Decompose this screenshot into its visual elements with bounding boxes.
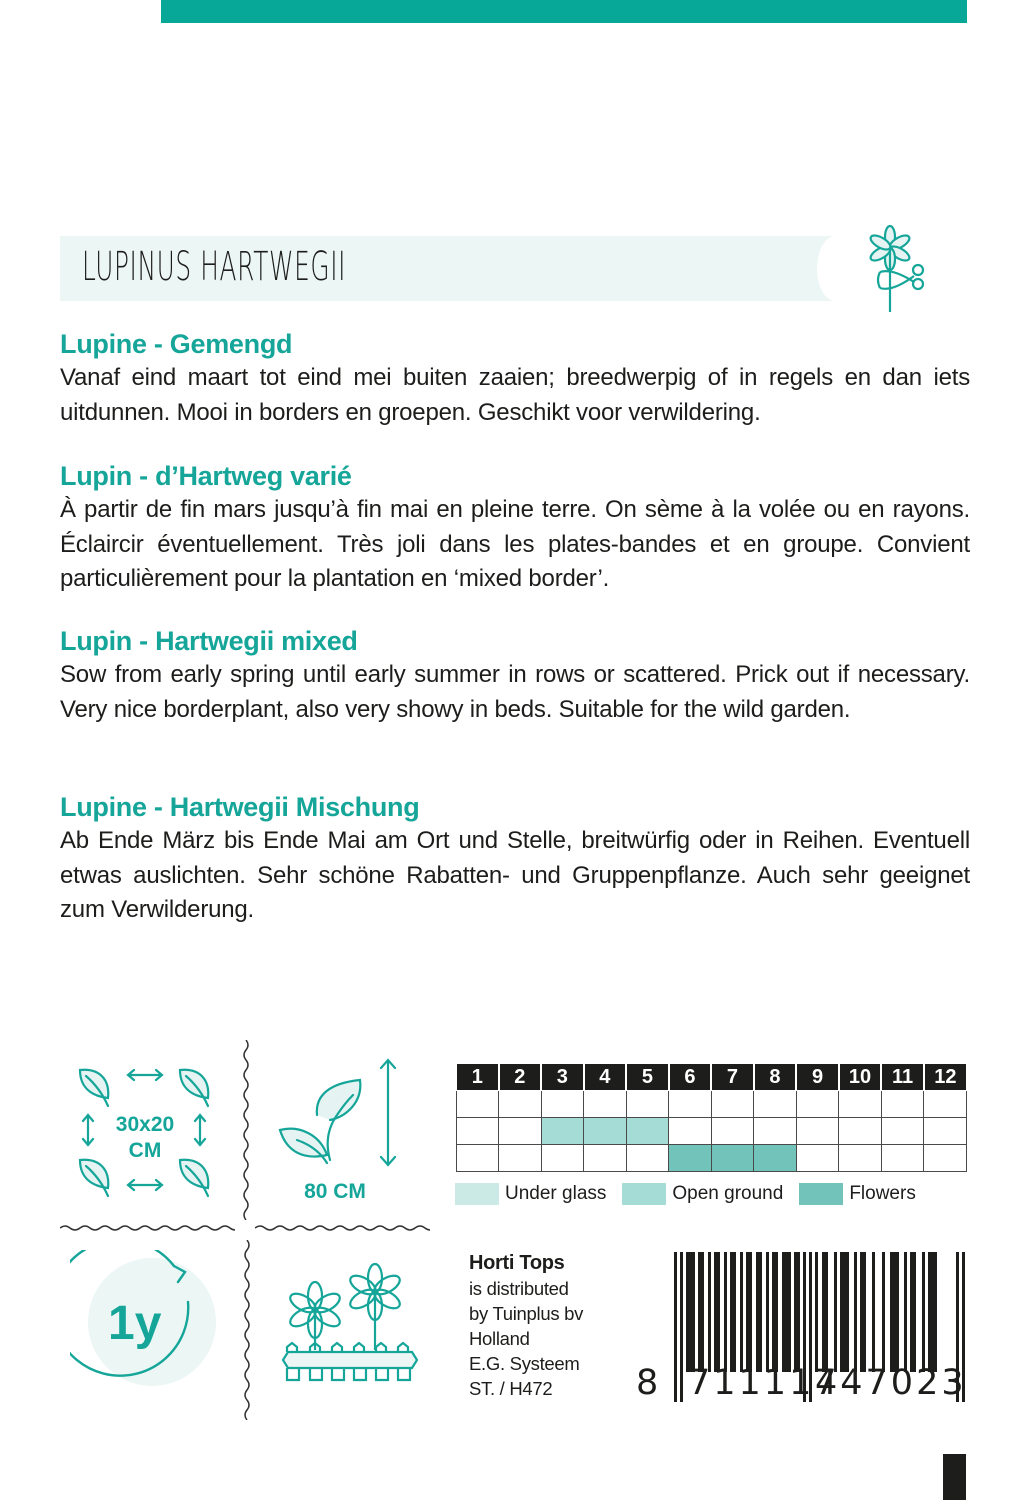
month-10: 10 [839, 1064, 882, 1091]
cell-flowers [754, 1145, 797, 1172]
section-title: Lupin - Hartwegii mixed [60, 626, 358, 656]
flowers-in-tray-icon [275, 1255, 425, 1395]
barcode-left-group: 711117 [688, 1363, 840, 1403]
cell [796, 1145, 839, 1172]
month-6: 6 [669, 1064, 712, 1091]
month-3: 3 [541, 1064, 584, 1091]
cell [456, 1145, 499, 1172]
spacing-value: 30x20 [115, 1113, 175, 1136]
latin-name-title: LUPINUS HARTWEGII [82, 244, 347, 290]
spacing-label [100, 1112, 190, 1164]
distributor-line: ST. / H472 [469, 1378, 553, 1399]
brand-color-bar [161, 0, 967, 23]
section-text: Vanaf eind maart tot eind mei buiten zaaien; breedwerpig of in regels en dan iets uitdunnen. Mooi in borders en groepen. Geschikt voor verwildering. [60, 364, 970, 426]
calendar-month-header [456, 1064, 967, 1091]
cell [584, 1091, 627, 1118]
cell [499, 1145, 542, 1172]
flower-scissors-icon [862, 218, 932, 318]
section-german [60, 790, 970, 928]
cell-open-ground [541, 1118, 584, 1145]
section-dutch [60, 327, 970, 430]
cell [499, 1091, 542, 1118]
cell [881, 1145, 924, 1172]
cell [541, 1091, 584, 1118]
cell [924, 1091, 967, 1118]
cell-flowers [711, 1145, 754, 1172]
cell [669, 1091, 712, 1118]
spacing-unit: CM [128, 1139, 162, 1162]
legend-swatch-under-glass [455, 1183, 499, 1205]
sowing-calendar [455, 1063, 967, 1172]
brand-name: Horti Tops [469, 1252, 565, 1274]
barcode-first-digit: 8 [636, 1363, 659, 1403]
cell [881, 1091, 924, 1118]
lifecycle-label: 1y [108, 1297, 162, 1350]
cell [839, 1091, 882, 1118]
cell [924, 1118, 967, 1145]
calendar-row-under-glass [456, 1091, 967, 1118]
cell [711, 1118, 754, 1145]
month-8: 8 [754, 1064, 797, 1091]
distributor-line: E.G. Systeem [469, 1353, 580, 1374]
wavy-divider-vertical [243, 1240, 251, 1420]
distributor-line: is distributed [469, 1278, 569, 1299]
cell [456, 1091, 499, 1118]
section-text: Ab Ende März bis Ende Mai am Ort und Stelle, breitwürfig oder in Reihen. Eventuell etwas auslichten. Sehr schöne Rabatten- und Gruppenpflanze. Auch sehr geeignet zum Verwilderung. [60, 827, 970, 923]
section-title: Lupin - d’Hartweg varié [60, 461, 352, 491]
cell-open-ground [584, 1118, 627, 1145]
legend-label: Flowers [849, 1183, 916, 1204]
section-title: Lupine - Gemengd [60, 329, 293, 359]
height-label: 80 CM [304, 1180, 366, 1203]
cell [881, 1118, 924, 1145]
cell [499, 1118, 542, 1145]
distributor-info [469, 1250, 583, 1401]
wavy-divider-horizontal [255, 1224, 430, 1232]
month-7: 7 [711, 1064, 754, 1091]
cell [584, 1145, 627, 1172]
cell [754, 1118, 797, 1145]
barcode-right-group: 447023 [815, 1363, 967, 1403]
section-french [60, 459, 970, 597]
cell [796, 1091, 839, 1118]
cell [754, 1091, 797, 1118]
cell [541, 1145, 584, 1172]
month-11: 11 [881, 1064, 924, 1091]
cell [796, 1118, 839, 1145]
cell [626, 1091, 669, 1118]
month-1: 1 [456, 1064, 499, 1091]
cell [456, 1118, 499, 1145]
month-9: 9 [796, 1064, 839, 1091]
distributor-line: Holland [469, 1328, 530, 1349]
distributor-line: by Tuinplus bv [469, 1303, 584, 1324]
section-text: À partir de fin mars jusqu’à fin mai en pleine terre. On sème à la volée ou en rayons. Éclaircir éventuellement. Très joli dans les plates-bandes et en groupe. Convient particulièrement pour la plantation en ‘mixed border’. [60, 496, 970, 592]
month-12: 12 [924, 1064, 967, 1091]
section-text: Sow from early spring until early summer in rows or scattered. Prick out if necessary. Very nice borderplant, also very showy in beds. Suitable for the wild garden. [60, 661, 970, 723]
month-5: 5 [626, 1064, 669, 1091]
legend-swatch-open-ground [622, 1183, 666, 1205]
plant-height-icon [275, 1055, 405, 1175]
cell-flowers [669, 1145, 712, 1172]
cell [711, 1091, 754, 1118]
cell [626, 1145, 669, 1172]
calendar-row-open-ground [456, 1118, 967, 1145]
section-english [60, 624, 970, 727]
wavy-divider-vertical [242, 1040, 250, 1220]
legend-swatch-flowers [799, 1183, 843, 1205]
month-2: 2 [499, 1064, 542, 1091]
month-4: 4 [584, 1064, 627, 1091]
cell [669, 1118, 712, 1145]
calendar-row-flowers [456, 1145, 967, 1172]
cell [839, 1118, 882, 1145]
legend-label: Under glass [505, 1183, 607, 1204]
cell [839, 1145, 882, 1172]
cell [924, 1145, 967, 1172]
cell-open-ground [626, 1118, 669, 1145]
print-registration-mark [943, 1454, 966, 1500]
calendar-legend [455, 1183, 932, 1205]
wavy-divider-horizontal [60, 1224, 235, 1232]
section-title: Lupine - Hartwegii Mischung [60, 792, 420, 822]
legend-label: Open ground [672, 1183, 784, 1204]
